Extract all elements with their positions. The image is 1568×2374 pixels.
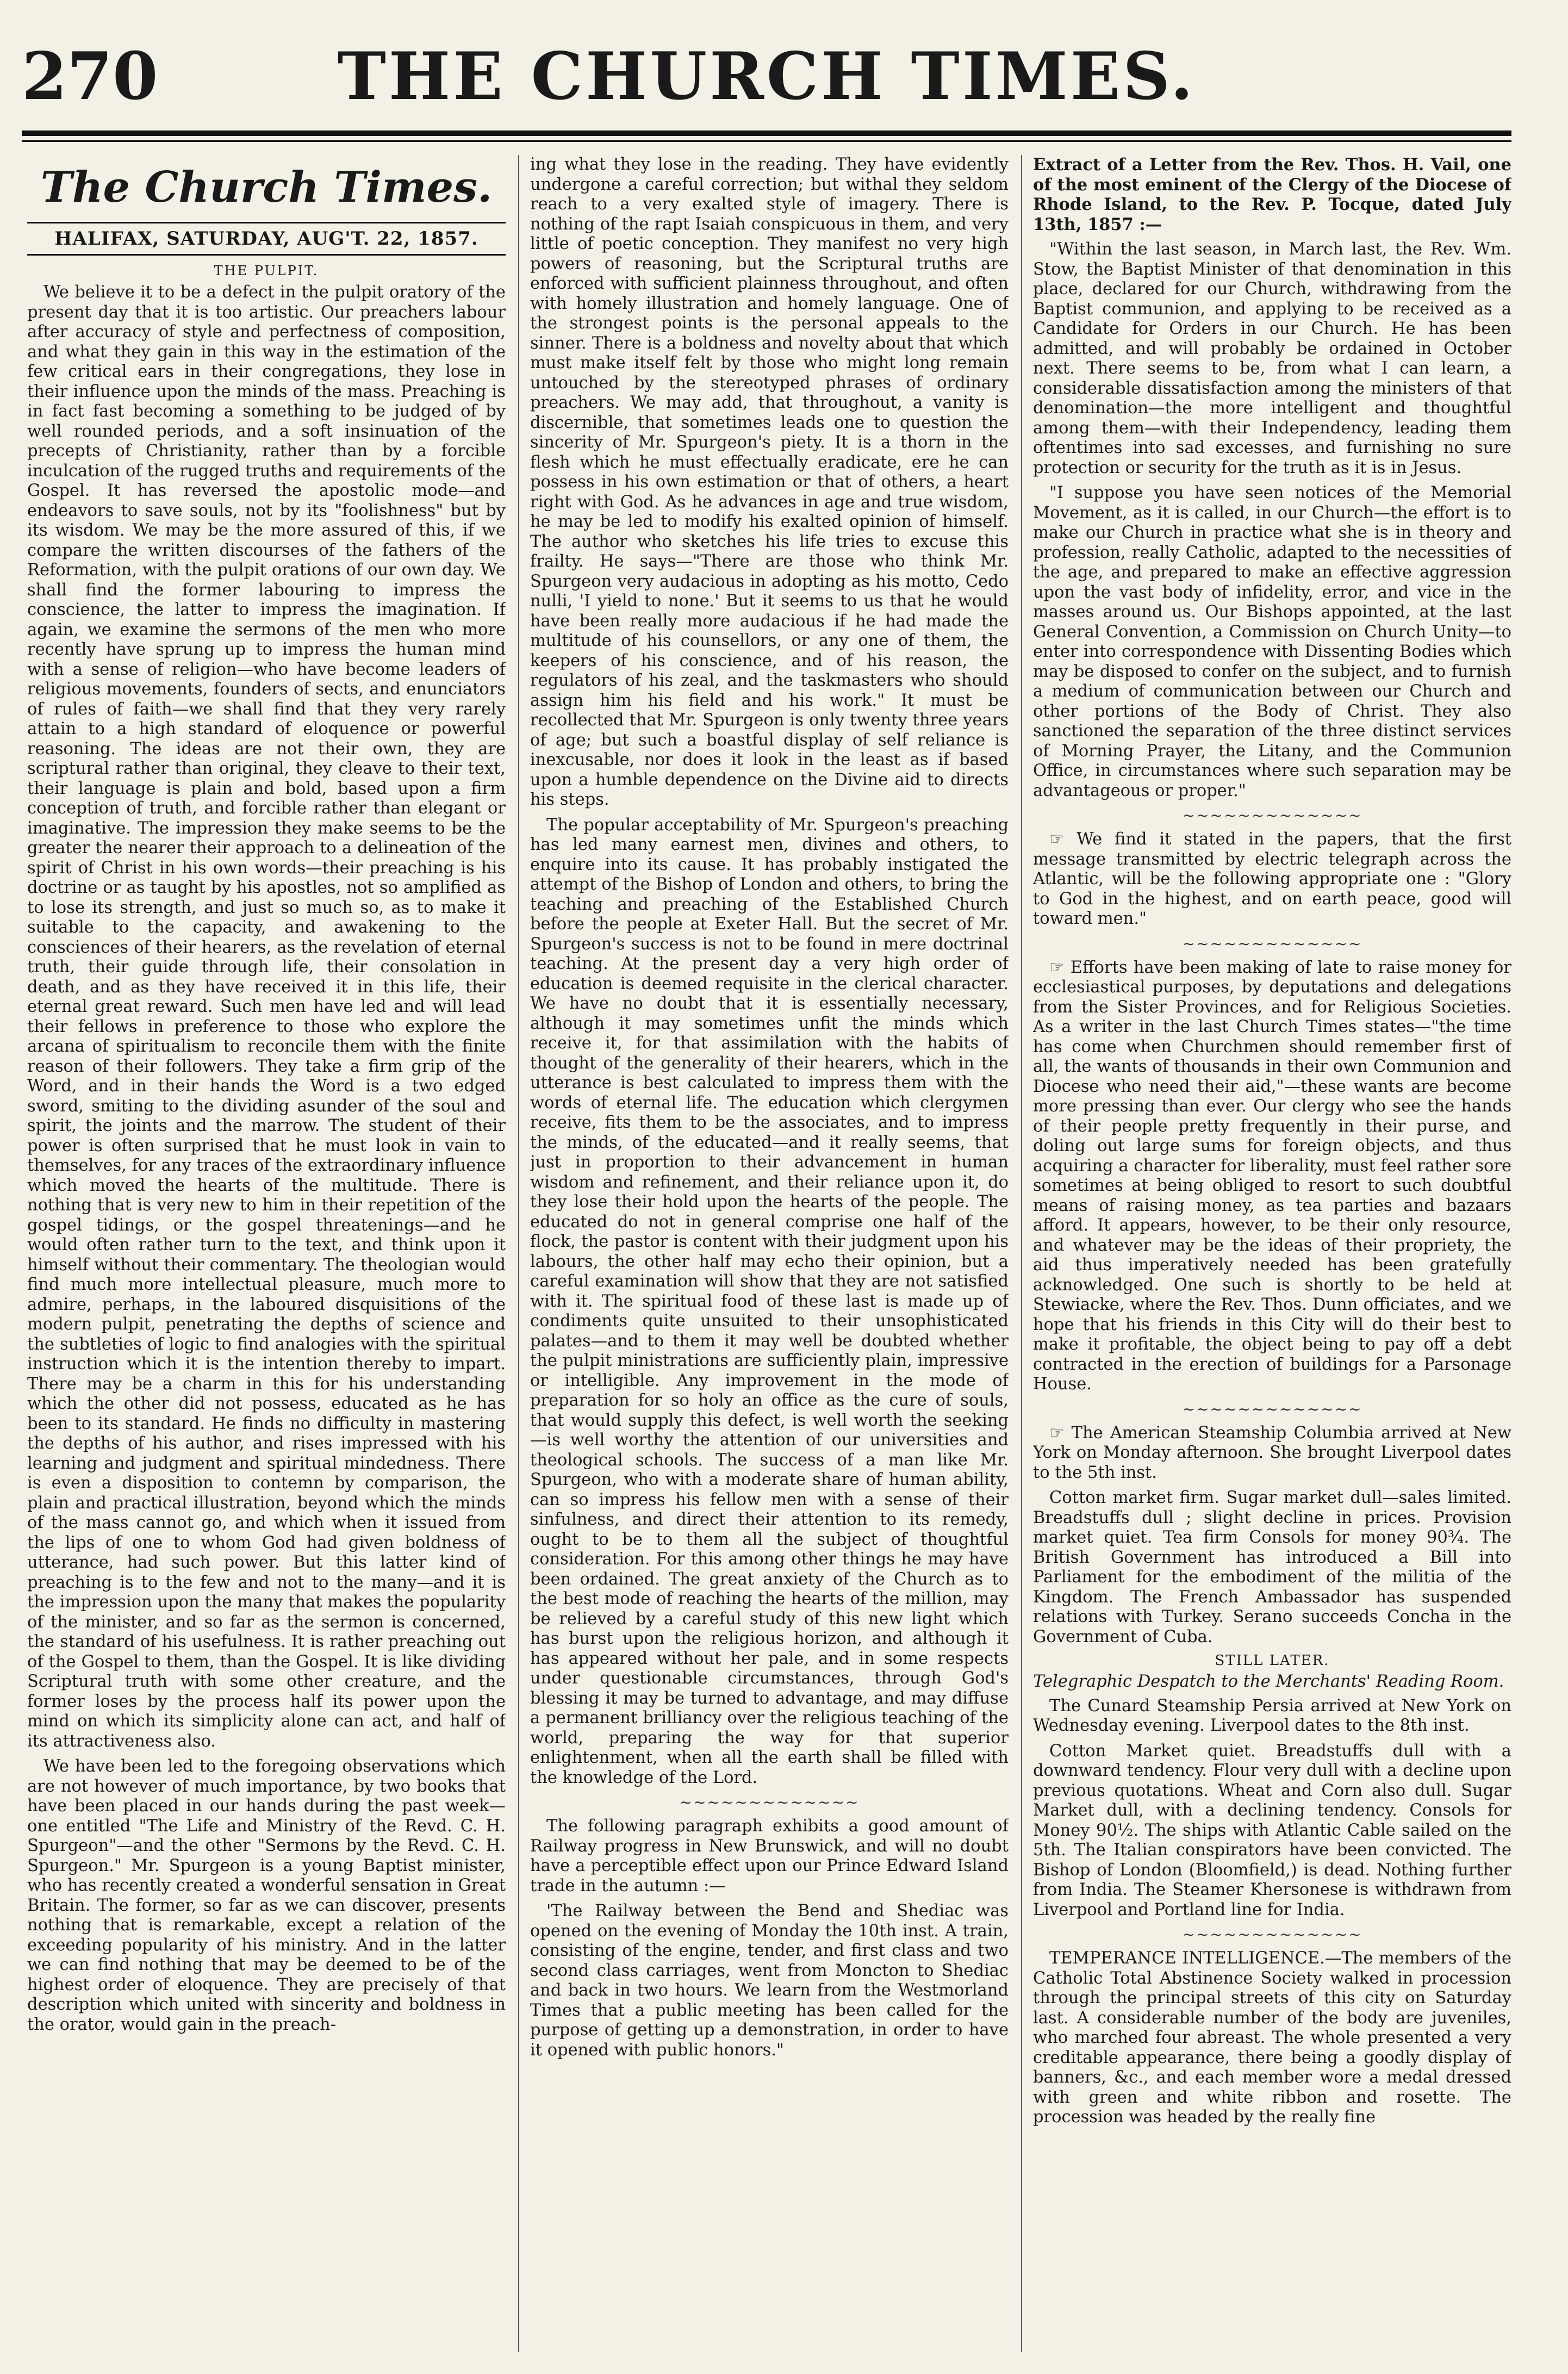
steamship-note: ☞ The American Steamship Columbia arrived at New York on Monday afternoon. She brought Liverpool dates to the 5th inst. [1033,1423,1511,1482]
market-note: Cotton market firm. Sugar market dull—sales limited. Breadstuffs dull ; slight decline in prices. Provision market quiet. Tea firm Consols for money 90¾. The British Government has introduced a Bill into Parliament for the embodiment of the militia of the Kingdom. The French Ambassador has suspended relations with Turkey. Serano succeeds Concha in the Government of Cuba. [1033,1488,1511,1646]
section-separator: ~~~~~~~~~~~~~ [1182,1925,1362,1943]
section-separator: ~~~~~~~~~~~~~ [1182,806,1362,824]
page-number: 270 [22,38,158,115]
section-separator: ~~~~~~~~~~~~~ [1182,934,1362,953]
section-separator: ~~~~~~~~~~~~~ [679,1793,860,1811]
newspaper-page [22,22,1511,2360]
section-separator: ~~~~~~~~~~~~~ [1182,1400,1362,1418]
article-paragraph: ing what they lose in the reading. They have evidently undergone a careful correction; but withal they seldom reach to a very exalted style of imagery. There is nothing of the rapt Isaiah conspicuous in them, and very little of poetic conception. They manifest no very high powers of reasoning, but the Scriptural truths are enforced with sufficient plainness throughout, and often with homely illustration and homely language. One of the strongest points is the personal appeals to the sinner. There is a boldness and novelty about that which must make itself felt by those who might long remain untouched by the stereotyped phrases of ordinary preachers. We may add, that throughout, a vanity is discernible, that sometimes leads one to question the sincerity of Mr. Spurgeon's piety. It is a thorn in the flesh which he must effectually eradicate, ere he can possess in his own estimation or that of others, a heart right with God. As he advances in age and true wisdom, he may be led to modify his exalted opinion of himself. The author who sketches his life tries to excuse this frailty. He says—"There are those who think Mr. Spurgeon very audacious in adopting as his motto, Cedo nulli, 'I yield to none.' But it seems to us that he would have been really more audacious if he had made the multitude of his counsellors, or any one of them, the keepers of his conscience, and of his reason, the regulators of his zeal, and the taskmasters who should assign him his field and his work." It must be recollected that Mr. Spurgeon is only twenty three years of age; but such a boastful display of self reliance is inexcusable, nor does it look in the least as if based upon a humble dependence on the Divine aid to directs his steps. [530,155,1009,809]
temperance-note: TEMPERANCE INTELLIGENCE.—The members of the Catholic Total Abstinence Society walked in procession through the principal streets of this city on Saturday last. A considerable number of the body are juveniles, who marched four abreast. The whole presented a very creditable appearance, there being a goodly display of banners, &c., and each member wore a medal dressed with green and white ribbon and rosette. The procession was headed by the really fine [1033,1949,1511,2127]
quoted-paragraph: 'The Railway between the Bend and Shediac was opened on the evening of Monday the 10th inst. A train, consisting of the engine, tender, and first class and two second class carriages, went from Moncton to Shediac and back in two hours. We learn from the Westmorland Times that a public meeting has been called for the purpose of getting up a demonstration, in order to have it opened with public honors." [530,1901,1009,2060]
still-later-heading: STILL LATER. [1215,1652,1330,1669]
newspaper-title: THE CHURCH TIMES. [337,38,1196,115]
article-paragraph: The popular acceptability of Mr. Spurgeon's preaching has led many earnest men, divines and others, to enquire into its cause. It has probably instigated the attempt of the Bishop of London and others, to bring the teaching and preaching of the Established Church before the people at Exeter Hall. But the secret of Mr. Spurgeon's success is not to be found in mere doctrinal teaching. At the present day a very high order of education is deemed requisite in the clerical character. We have no doubt that it is essentially necessary, although it may sometimes unfit the minds which receive it, for that assimilation with the habits of thought of the generality of their hearers, which in the utterance is best calculated to impress them with the words of eternal life. The education which clergymen receive, fits them to be the associates, and to impress the minds, of the educated—and it really seems, that just in proportion to their advancement in human wisdom and refinement, and their reliance upon it, do they lose their hold upon the hearts of the people. The educated do not in general comprise one half of the flock, the pastor is content with their judgment upon his labours, the other half may echo their opinion, but a careful examination will show that they are not satisfied with it. The spiritual food of these last is made up of condiments quite unsuited to their unsophisticated palates—and to them it may well be doubted whether the pulpit ministrations are sufficiently plain, impressive or intelligible. Any improvement in the mode of preparation for so holy an office as the cure of souls, that would supply this defect, is well worth the seeking—is well worthy the attention of our universities and theological schools. The success of a man like Mr. Spurgeon, who with a moderate share of human ability, can so impress his fellow men with a sense of their sinfulness, and direct their attention to its remedy, ought to be to them all the subject of thoughtful consideration. For this among other things he may have been ordained. The great anxiety of the Church as to the best mode of reaching the hearts of the million, may be relieved by a careful study of this new light which has burst upon the religious horizon, and although it has appeared without her pale, and in some respects under questionable circumstances, through God's blessing it may be turned to advantage, and may diffuse a permanent brilliancy over the religious teaching of the world, preparing the way for that superior enlightenment, when all the earth shall be filled with the knowledge of the Lord. [530,815,1009,1787]
telegraphic-heading: Telegraphic Despatch to the Merchants' Reading Room. [1033,1672,1504,1691]
masthead: The Church Times. [40,163,493,212]
market-note: Cotton Market quiet. Breadstuffs dull with a downward tendency. Flour very dull with a decline upon previous quotations. Wheat and Corn also dull. Sugar Market dull, with a declining tendency. Consols for Money 90½. The ships with Atlantic Cable sailed on the 5th. The Italian conspirators have been convicted. The Bishop of London (Bloomfield,) is dead. Nothing further from India. The Steamer Khersonese is withdrawn from Liverpool and Portland line for India. [1033,1741,1511,1919]
telegraph-note: ☞ We find it stated in the papers, that the first message transmitted by electric telegraph across the Atlantic, will be the following appropriate one : "Glory to God in the highest, and on earth peace, good will toward men." [1033,830,1511,928]
column-2 [530,155,1009,2352]
efforts-note: ☞ Efforts have been making of late to raise money for ecclesiastical purposes, by deputations and delegations from the Sister Provinces, and for Religious Societies. As a writer in the last Church Times states—"the time has come when Churchmen should remember first of all, the wants of thousands in their own Communion and Diocese who need their aid,"—these wants are become more pressing than ever. Our clergy who see the hands of their people pretty frequently in their purse, and doling out large sums for foreign objects, and thus acquiring a character for liberality, must feel rather sore sometimes at being obliged to resort to such doubtful means of raising money, as tea parties and bazaars afford. It appears, however, to be their only resource, and whatever may be the ideas of their propriety, the aid thus imperatively needed has been gratefully acknowledged. One such is shortly to be held at Stewiacke, where the Rev. Thos. Dunn officiates, and we hope that his friends in this City will do their best to make it profitable, the object being to pay off a debt contracted in the erection of buildings for a Parsonage House. [1033,958,1511,1394]
header-rule-thin [22,140,1511,142]
letter-heading: Extract of a Letter from the Rev. Thos. H. Vail, one of the most eminent of the Clergy of the Diocese of Rhode Island, to the Rev. P. Tocque, dated July 13th, 1857 :— [1033,155,1511,234]
column-1 [27,155,506,2352]
article-paragraph: We believe it to be a defect in the pulpit oratory of the present day that it is too artistic. Our preachers labour after accuracy of style and perfectness of composition, and what they gain in this way in the estimation of the few critical ears in their congregations, they lose in their influence upon the minds of the mass. Preaching is in fact fast becoming a something to be judged of by well rounded periods, and a soft insinuation of the precepts of Christianity, rather than by a forcible inculcation of the rugged truths and requirements of the Gospel. It has reversed the apostolic mode—and endeavors to save souls, not by its "foolishness" but by its wisdom. We may be the more assured of this, if we compare the written discourses of the fathers of the Reformation, with the pulpit orations of our own day. We shall find the former labouring to impress the conscience, the latter to impress the imagination. If again, we examine the sermons of the men who more recently have sprung up to impress the human mind with a sense of religion—who have become leaders of religious movements, founders of sects, and enunciators of rules of faith—we shall find that they very rarely attain to a high standard of eloquence or powerful reasoning. The ideas are not their own, they are scriptural rather than original, they cleave to their text, their language is plain and bold, based upon a firm conception of truth, and forcible rather than elegant or imaginative. The impression they make seems to be the greater the nearer their approach to a delineation of the spirit of Christ in his own words—their preaching is his doctrine or as taught by his apostles, not so amplified as to lose its strength, and just so much so, as to make it suitable to the capacity, and awakening to the consciences of their hearers, as the revelation of eternal truth, their guide through life, their consolation in death, and as they have received it in this life, their eternal great reward. Such men have led and will lead their fellows in preference to those who explore the arcana of spiritualism to reconcile them with the finite reason of their followers. They take a firm grip of the Word, and in their hands the Word is a two edged sword, smiting to the dividing asunder of the soul and spirit, the joints and the marrow. The student of their power is often surprised that he must look in vain to themselves, for any traces of the extraordinary influence which moved the hearts of the multitude. There is nothing that is very new to him in their repetition of the gospel tidings, or the gospel threatenings—and he would often rather turn to the text, and think upon it himself without their commentary. The theologian would find much more intellectual pleasure, much more to admire, perhaps, in the laboured disquisitions of the modern pulpit, penetrating the depths of science and the subtleties of logic to find analogies with the spiritual instruction which it is the intention thereby to impart. There may be a charm in this for his understanding which the other did not possess, educated as he has been to its standard. He finds no difficulty in mastering the depths of his author, and rises impressed with his learning and judgment and spiritual mindedness. There is even a disposition to contemn by comparison, the plain and practical illustration, beyond which the minds of the mass cannot go, and which when it issued from the lips of one to whom God had given boldness of utterance, had such power. But this latter kind of preaching is to the few and not to the many—and it is the impression upon the many that makes the popularity of the minister, and so far as the sermon is concerned, the standard of his usefulness. It is rather preaching out of the Gospel to them, than the Gospel. It is like dividing Scriptural truth with some other creature, and the former loses by the process half its power upon the mind on which its simplicity alone can act, and half of its attractiveness also. [27,283,506,1751]
dateline: HALIFAX, SATURDAY, AUG'T. 22, 1857. [27,222,506,256]
section-heading: THE PULPIT. [214,263,319,278]
column-divider [1021,155,1022,2352]
article-paragraph: The following paragraph exhibits a good amount of Railway progress in New Brunswick, and will no doubt have a perceptible effect upon our Prince Edward Island trade in the autumn :— [530,1817,1009,1896]
letter-paragraph: "I suppose you have seen notices of the Memorial Movement, as it is called, in our Church—the effort is to make our Church in practice what she is in theory and profession, really Catholic, adapted to the necessities of the age, and prepared to make an effective aggression upon the vast body of infidelity, error, and vice in the masses around us. Our Bishops appointed, at the last General Convention, a Commission on Church Unity—to enter into correspondence with Dissenting Bodies which may be disposed to confer on the subject, and to furnish a medium of communication between our Church and other portions of the Body of Christ. They also sanctioned the separation of the three distinct services of Morning Prayer, the Litany, and the Communion Office, in circumstances where such separation may be advantageous or proper." [1033,483,1511,800]
article-paragraph: We have been led to the foregoing observations which are not however of much importance, by two books that have been placed in our hands during the past week—one entitled "The Life and Ministry of the Revd. C. H. Spurgeon"—and the other "Sermons by the Revd. C. H. Spurgeon." Mr. Spurgeon is a young Baptist minister, who has recently created a wonderful sensation in Great Britain. The former, so far as we can discover, presents nothing that is remarkable, except a relation of the exceeding popularity of his ministry. And in the latter we can find nothing that may be deemed to be of the highest order of eloquence. They are precisely of that description which united with sincerity and boldness in the orator, would gain in the preach- [27,1757,506,2034]
persia-note: The Cunard Steamship Persia arrived at New York on Wednesday evening. Liverpool dates to the 8th inst. [1033,1696,1511,1735]
letter-paragraph: "Within the last season, in March last, the Rev. Wm. Stow, the Baptist Minister of that denomination in this place, declared for our Church, withdrawing from the Baptist communion, and applying to be received as a Candidate for Orders in our Church. He has been admitted, and will probably be ordained in October next. There seems to be, from what I can learn, a considerable dissatisfaction among the ministers of that denomination—the more intelligent and thoughtful among them—with their Independency, leading them oftentimes into sad excesses, and furnishing no sure protection or security for the truth as it is in Jesus. [1033,240,1511,477]
page-header [22,22,1511,130]
header-rule [22,130,1511,136]
column-3 [1033,155,1511,2352]
column-divider [518,155,519,2352]
